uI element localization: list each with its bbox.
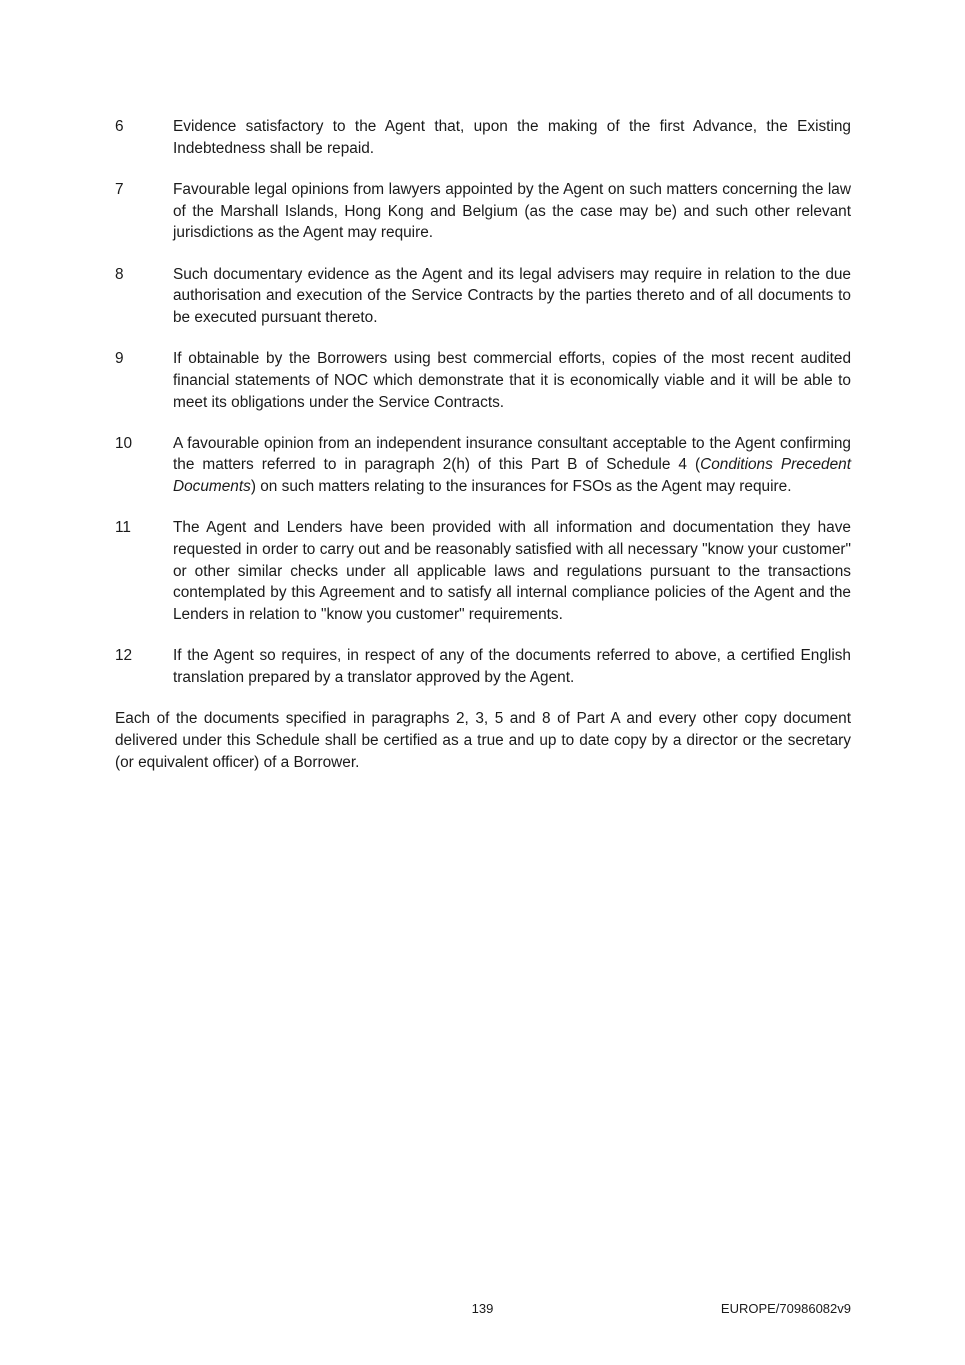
list-item-9	[115, 348, 851, 413]
list-item-6	[115, 116, 851, 159]
list-item-10	[115, 433, 851, 498]
list-item-7	[115, 179, 851, 244]
item-text: Such documentary evidence as the Agent and its legal advisers may require in relation to the due authorisation and execution of the Service Contracts by the parties thereto and of all documents to be executed pursuant thereto.	[173, 265, 851, 326]
item-text-italic: Conditions Precedent Documents	[173, 456, 851, 496]
item-number: 9	[115, 350, 124, 368]
item-number: 8	[115, 265, 124, 283]
item-text-part: A favourable opinion from an independent insurance consultant acceptable to the Agent confirming the matters referred to in paragraph 2(h) of this Part B of Schedule 4 (	[173, 434, 851, 474]
item-text: Favourable legal opinions from lawyers appointed by the Agent on such matters concerning the law of the Marshall Islands, Hong Kong and Belgium (as the case may be) and such other relevant jurisdictions as the Agent may require.	[173, 180, 851, 242]
item-text: If the Agent so requires, in respect of any of the documents referred to above, a certified English translation prepared by a translator approved by the Agent.	[173, 647, 851, 687]
closing-paragraph: Each of the documents specified in paragraphs 2, 3, 5 and 8 of Part A and every other copy document delivered under this Schedule shall be certified as a true and up to date copy by a director or the secretary (or equivalent officer) of a Borrower.	[115, 710, 851, 771]
item-number: 6	[115, 118, 124, 135]
item-number: 11	[115, 519, 131, 537]
page-number: 139	[471, 1301, 494, 1316]
item-number: 10	[115, 434, 133, 452]
list-item-8	[115, 264, 851, 329]
document-body	[115, 116, 851, 789]
item-text: If obtainable by the Borrowers using best commercial efforts, copies of the most recent audited financial statements of NOC which demonstrate that it is economically viable and it will be able to meet its obligations under the Service Contracts.	[173, 350, 851, 411]
item-text: Evidence satisfactory to the Agent that, upon the making of the first Advance, the Existing Indebtedness shall be repaid.	[173, 118, 851, 157]
item-text	[173, 433, 851, 498]
document-reference: EUROPE/70986082v9	[720, 1301, 851, 1316]
list-item-12	[115, 645, 851, 688]
item-text: The Agent and Lenders have been provided with all information and documentation they have requested in order to carry out and be reasonably satisfied with all necessary "know your customer" or other similar checks under all applicable laws and regulations pursuant to the transactions contemplated by this Agreement and to satisfy all internal compliance policies of the Agent and the Lenders in relation to "know you customer" requirements.	[173, 519, 851, 624]
item-text-part: ) on such matters relating to the insurances for FSOs as the Agent may require.	[250, 478, 792, 496]
item-number: 7	[115, 180, 124, 198]
list-item-11	[115, 517, 851, 626]
item-number: 12	[115, 647, 133, 665]
